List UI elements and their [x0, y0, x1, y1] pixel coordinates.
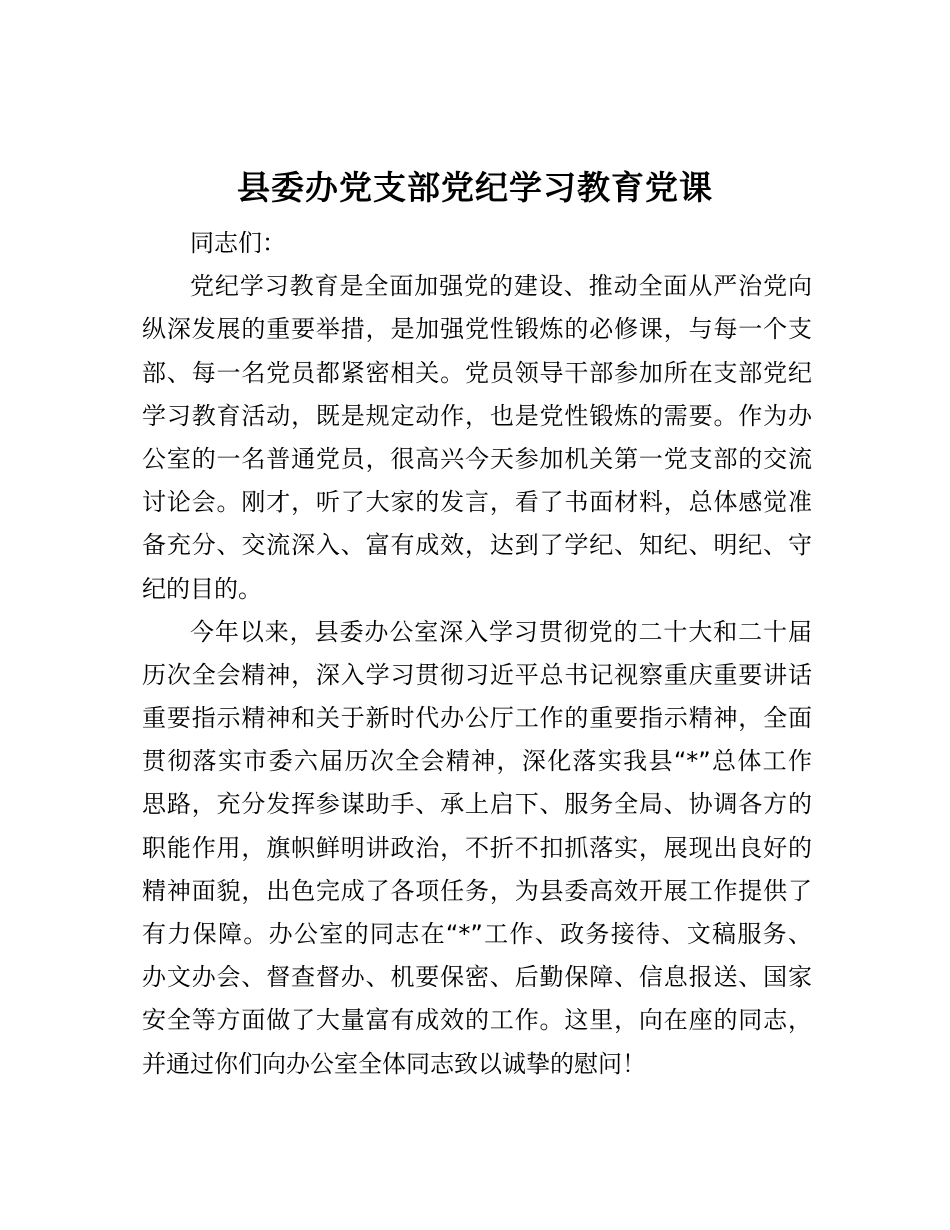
paragraph-line: 安全等方面做了大量富有成效的工作。这里，向在座的同志，: [142, 1006, 812, 1035]
paragraph-line: 历次全会精神，深入学习贯彻习近平总书记视察重庆重要讲话: [142, 660, 812, 689]
paragraph-line: 精神面貌，出色完成了各项任务，为县委高效开展工作提供了: [142, 876, 812, 905]
paragraph-line: 纪的目的。: [142, 574, 262, 603]
paragraph-line: 纵深发展的重要举措，是加强党性锻炼的必修课，与每一个支: [142, 315, 812, 344]
paragraph-1: [142, 265, 812, 611]
paragraph-line: 今年以来，县委办公室深入学习贯彻党的二十大和二十届: [190, 617, 812, 646]
paragraph-line: 有力保障。办公室的同志在“*”工作、政务接待、文稿服务、: [142, 920, 812, 948]
document-title: 县委办党支部党纪学习教育党课: [237, 168, 713, 207]
document-body: [142, 222, 812, 1086]
paragraph-line: 部、每一名党员都紧密相关。党员领导干部参加所在支部党纪: [142, 358, 812, 387]
paragraph-line: 并通过你们向办公室全体同志致以诚挚的慰问！: [142, 1049, 646, 1078]
paragraph-line: 备充分、交流深入、富有成效，达到了学纪、知纪、明纪、守: [142, 531, 812, 560]
paragraph-line: 学习教育活动，既是规定动作，也是党性锻炼的需要。作为办: [142, 401, 812, 430]
paragraph-line: 贯彻落实市委六届历次全会精神，深化落实我县“*”总体工作: [142, 747, 812, 776]
paragraph-line: 讨论会。刚才，听了大家的发言，看了书面材料，总体感觉准: [142, 488, 812, 517]
paragraph-line: 思路，充分发挥参谋助手、承上启下、服务全局、协调各方的: [142, 790, 812, 819]
paragraph-line: 职能作用，旗帜鲜明讲政治，不折不扣抓落实，展现出良好的: [142, 833, 812, 862]
paragraph-line: 党纪学习教育是全面加强党的建设、推动全面从严治党向: [190, 272, 812, 301]
paragraph-line: 重要指示精神和关于新时代办公厅工作的重要指示精神，全面: [142, 704, 812, 733]
paragraph-line: 办文办会、督查督办、机要保密、后勤保障、信息报送、国家: [142, 963, 812, 992]
paragraph-line: 公室的一名普通党员，很高兴今天参加机关第一党支部的交流: [142, 444, 812, 473]
salutation: 同志们：: [190, 229, 286, 257]
paragraph-2: [142, 611, 812, 1086]
